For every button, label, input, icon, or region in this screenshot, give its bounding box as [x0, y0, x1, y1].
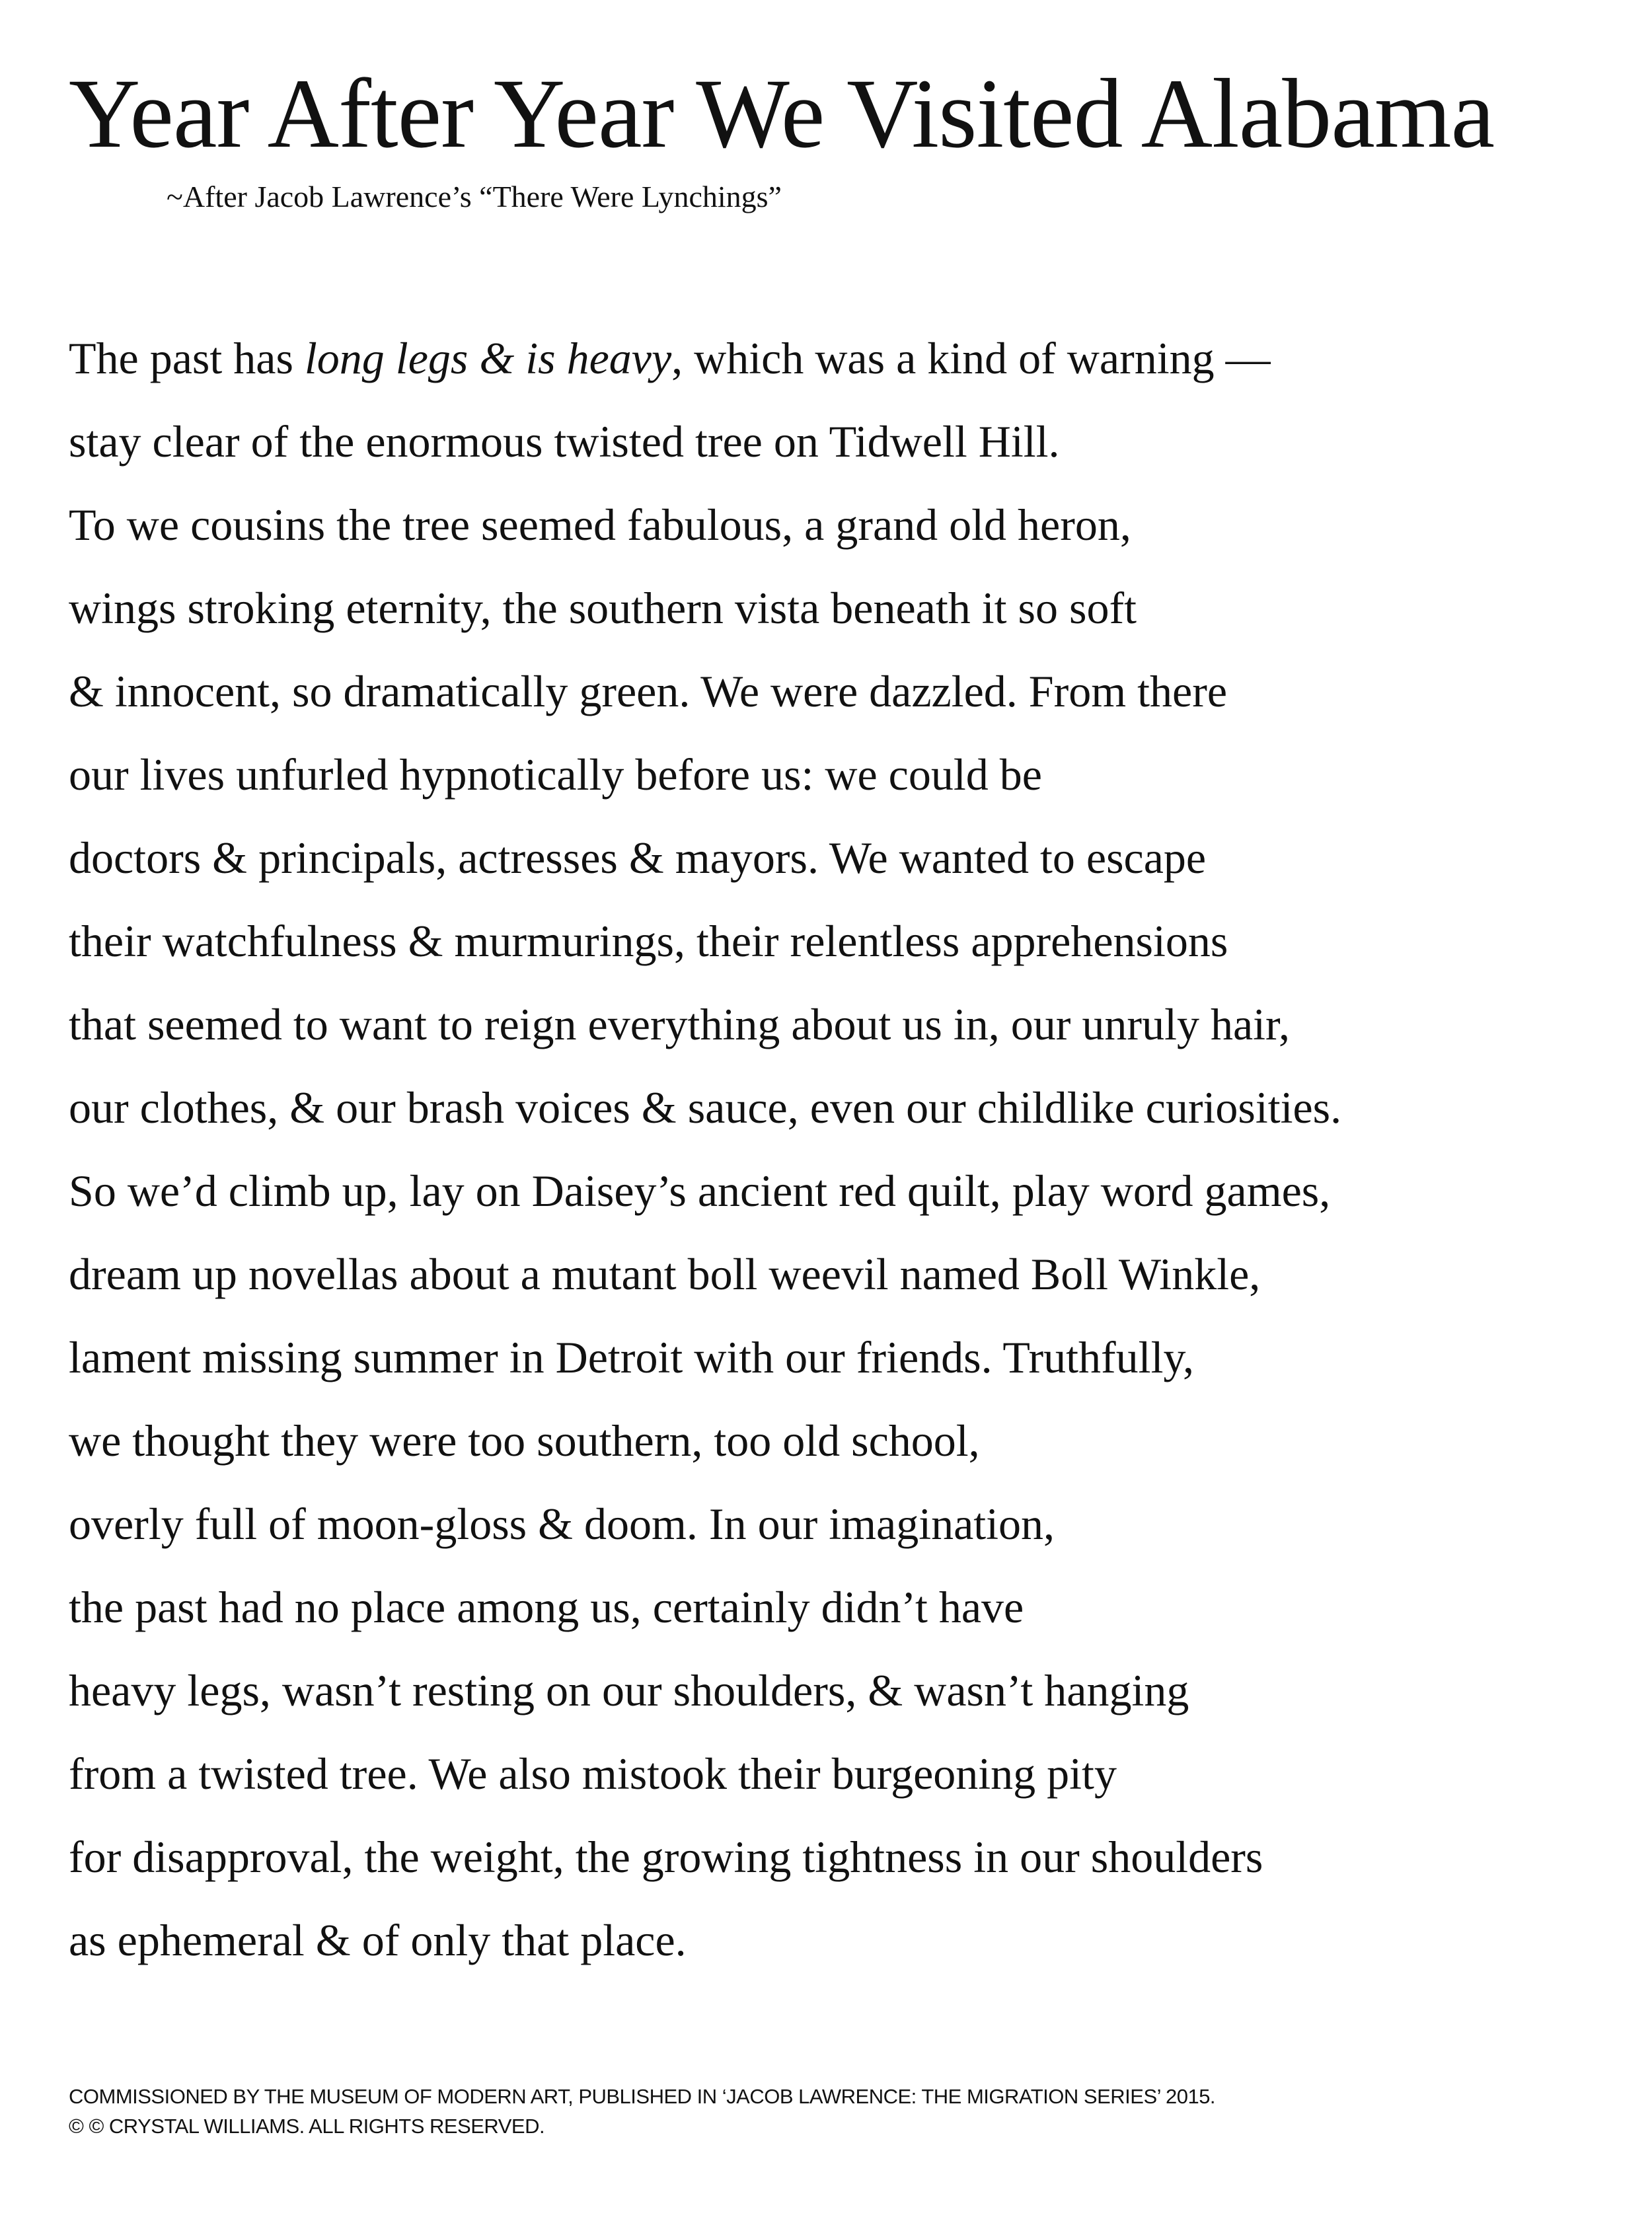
poem-title: Year After Year We Visited Alabama [69, 59, 1495, 169]
poem-line: doctors & principals, actresses & mayors. We wanted to escape [69, 833, 1207, 883]
poem-line: heavy legs, wasn’t resting on our shoulders, & wasn’t hanging [69, 1665, 1189, 1715]
poem-line: overly full of moon-gloss & doom. In our imagination, [69, 1499, 1055, 1549]
poem-epigraph: ~After Jacob Lawrence’s “There Were Lynchings” [167, 180, 782, 213]
poem-line [69, 324, 1341, 407]
poem-line: To we cousins the tree seemed fabulous, a grand old heron, [69, 500, 1131, 550]
poem-line: our lives unfurled hypnotically before us: we could be [69, 749, 1042, 800]
poem-line: the past had no place among us, certainly didn’t have [69, 1582, 1024, 1632]
poem-line: So we’d climb up, lay on Daisey’s ancient red quilt, play word games, [69, 1166, 1331, 1216]
copyright-footer [69, 2082, 1215, 2141]
poem-line: their watchfulness & murmurings, their relentless apprehensions [69, 916, 1228, 966]
poem-line: we thought they were too southern, too old school, [69, 1415, 980, 1466]
poem-line: stay clear of the enormous twisted tree on Tidwell Hill. [69, 416, 1060, 467]
poem-line: wings stroking eternity, the southern vista beneath it so soft [69, 583, 1137, 633]
poem-line: that seemed to want to reign everything about us in, our unruly hair, [69, 999, 1290, 1049]
poem-line: from a twisted tree. We also mistook their burgeoning pity [69, 1749, 1117, 1799]
poem-line: & innocent, so dramatically green. We were dazzled. From there [69, 666, 1228, 716]
poem-body [69, 324, 1341, 1989]
poem-line-text: The past has [69, 333, 305, 383]
copyright-notice: © © CRYSTAL WILLIAMS. ALL RIGHTS RESERVED. [69, 2115, 545, 2138]
poem-line: for disapproval, the weight, the growing tightness in our shoulders [69, 1832, 1263, 1882]
poem-line: as ephemeral & of only that place. [69, 1915, 687, 1965]
poem-line: our clothes, & our brash voices & sauce, even our childlike curiosities. [69, 1082, 1342, 1133]
commission-note: COMMISSIONED BY THE MUSEUM OF MODERN ART, PUBLISHED IN ‘JACOB LAWRENCE: THE MIGRATION SERIES’ 2015. [69, 2085, 1216, 2108]
poem-line: dream up novellas about a mutant boll weevil named Boll Winkle, [69, 1249, 1261, 1299]
poem-line-text: , which was a kind of warning — [671, 333, 1271, 383]
poem-line: lament missing summer in Detroit with our friends. Truthfully, [69, 1332, 1195, 1382]
poem-line-italic-text: long legs & is heavy [304, 333, 672, 383]
